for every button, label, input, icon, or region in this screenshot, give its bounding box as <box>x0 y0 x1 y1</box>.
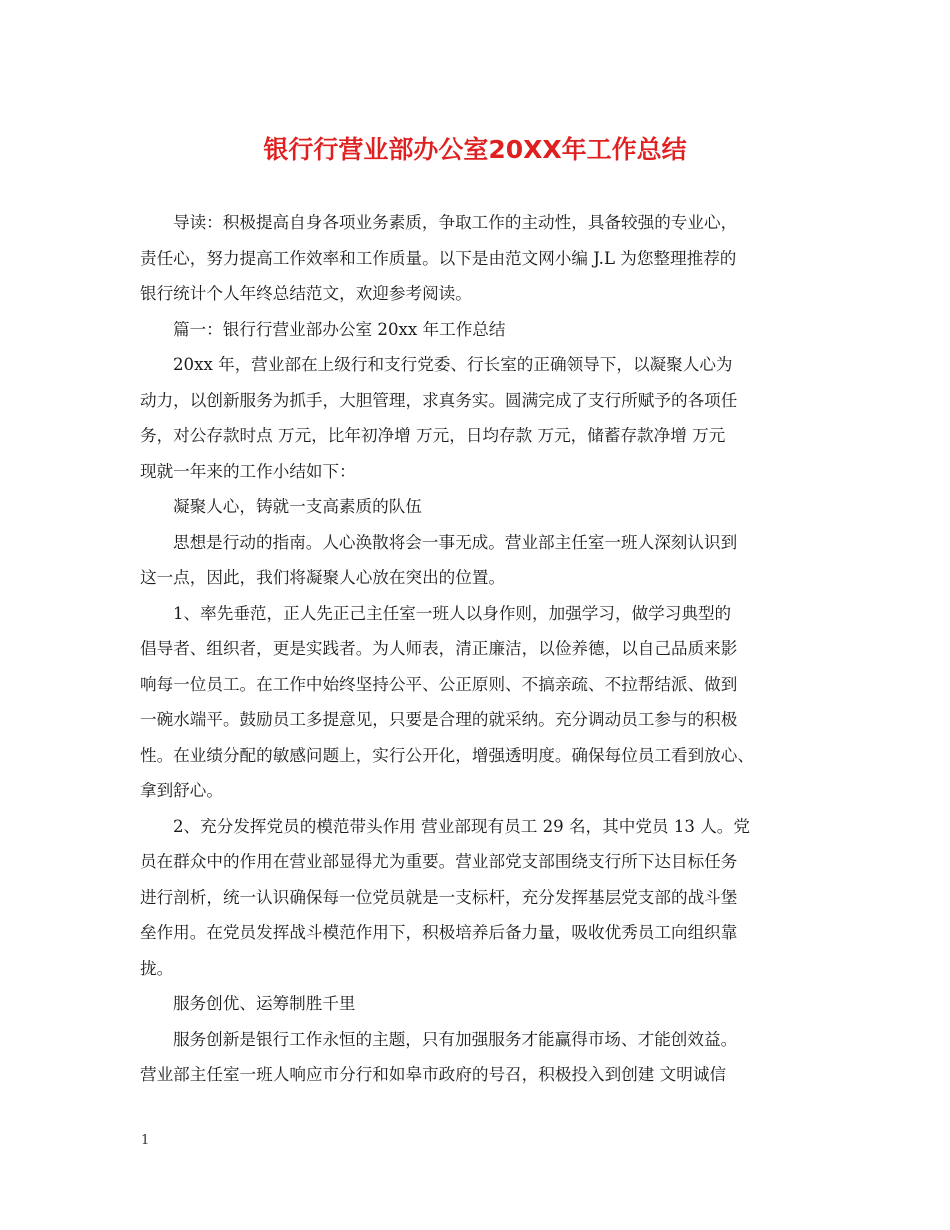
text-line: 性。在业绩分配的敏感问题上，实行公开化，增强透明度。确保每位员工看到放心、 <box>140 745 754 765</box>
document-title: 银行行营业部办公室20XX年工作总结 <box>263 135 687 164</box>
text-line: 20xx 年，营业部在上级行和支行党委、行长室的正确领导下，以凝聚人心为 <box>173 355 733 374</box>
text-line: 垒作用。在党员发挥战斗模范作用下，积极培养后备力量，吸收优秀员工向组织靠 <box>140 923 738 942</box>
page-number: 1 <box>141 1133 150 1148</box>
text-line: 倡导者、组织者，更是实践者。为人师表，清正廉洁，以俭养德，以自己品质来影 <box>140 639 738 658</box>
text-line: 拿到舒心。 <box>140 781 223 800</box>
document-body <box>140 205 812 1093</box>
text-line: 营业部主任室一班人响应市分行和如皋市政府的号召，积极投入到创建 文明诚信 <box>140 1065 727 1084</box>
text-line: 务，对公存款时点 万元，比年初净增 万元，日均存款 万元，储蓄存款净增 万元 <box>140 426 726 445</box>
text-line: 动力，以创新服务为抓手，大胆管理，求真务实。圆满完成了支行所赋予的各项任 <box>140 390 738 410</box>
text-line: 2、充分发挥党员的模范带头作用 营业部现有员工 29 名，其中党员 13 人。党 <box>173 816 750 836</box>
text-line: 银行统计个人年终总结范文，欢迎参考阅读。 <box>140 284 472 303</box>
text-line: 服务创优、运筹制胜千里 <box>173 994 356 1013</box>
text-line: 导读：积极提高自身各项业务素质，争取工作的主动性，具备较强的专业心， <box>173 213 738 232</box>
text-line: 责任心，努力提高工作效率和工作质量。以下是由范文网小编 J.L 为您整理推荐的 <box>140 248 737 268</box>
text-line: 进行剖析，统一认识确保每一位党员就是一支标杆，充分发挥基层党支部的战斗堡 <box>140 887 738 907</box>
text-line: 1、率先垂范，正人先正己主任室一班人以身作则，加强学习，做学习典型的 <box>173 603 732 623</box>
text-line: 响每一位员工。在工作中始终坚持公平、公正原则、不搞亲疏、不拉帮结派、做到 <box>140 674 738 694</box>
text-line: 思想是行动的指南。人心涣散将会一事无成。营业部主任室一班人深刻认识到 <box>173 532 738 552</box>
text-line: 拢。 <box>140 958 174 978</box>
text-line: 这一点，因此，我们将凝聚人心放在突出的位置。 <box>140 568 506 587</box>
text-line: 篇一：银行行营业部办公室 20xx 年工作总结 <box>173 319 506 339</box>
text-line: 凝聚人心，铸就一支高素质的队伍 <box>173 497 422 516</box>
text-line: 一碗水端平。鼓励员工多提意见，只要是合理的就采纳。充分调动员工参与的积极 <box>140 710 738 729</box>
text-line: 服务创新是银行工作永恒的主题，只有加强服务才能赢得市场、才能创效益。 <box>173 1029 738 1049</box>
text-line: 员在群众中的作用在营业部显得尤为重要。营业部党支部围绕支行所下达目标任务 <box>140 852 738 871</box>
text-line: 现就一年来的工作小结如下： <box>140 461 356 481</box>
